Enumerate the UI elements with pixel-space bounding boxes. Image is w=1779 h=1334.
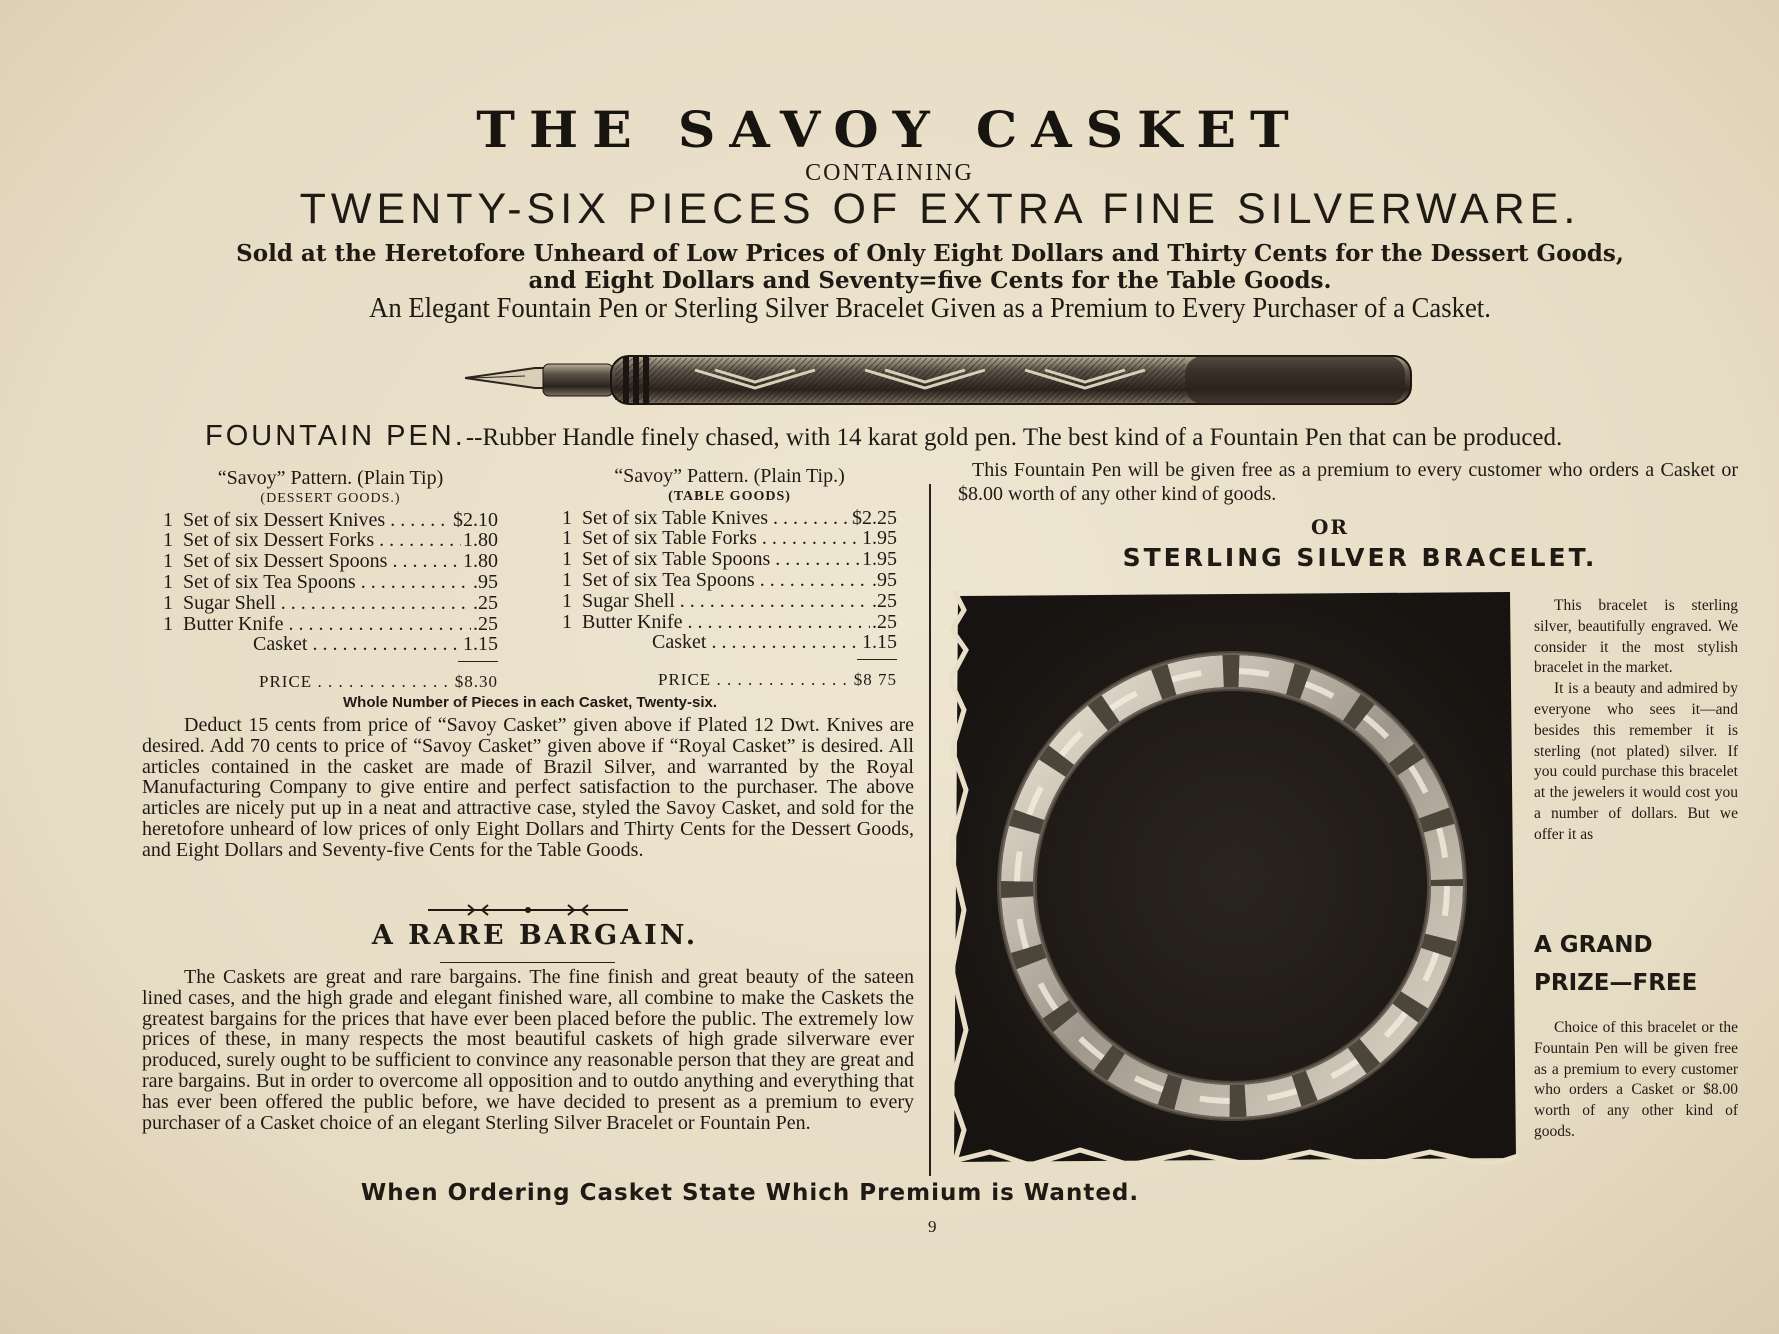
item-price: 1.15 — [463, 633, 498, 656]
bracelet-description — [1534, 596, 1738, 846]
heading-underline — [440, 962, 615, 963]
dessert-type: (DESSERT GOODS.) — [260, 490, 401, 506]
item-name: Casket . . . — [582, 632, 860, 653]
item-price: 1.80 — [463, 550, 498, 573]
dessert-price-label: PRICE . . . — [259, 672, 455, 693]
item-qty: 1 — [163, 612, 173, 635]
page-number: 9 — [928, 1217, 937, 1236]
table-type: (TABLE GOODS) — [668, 488, 791, 504]
fountain-pen-illustration — [465, 340, 1415, 410]
item-name: Set of six Table Knives . . . — [582, 508, 850, 529]
item-row — [163, 530, 498, 551]
sold-at-text — [200, 240, 1660, 294]
dessert-goods-list — [163, 468, 498, 693]
item-name: Set of six Dessert Forks . . . — [183, 530, 461, 551]
table-price-label: PRICE . . . — [658, 670, 854, 691]
price-rule — [857, 659, 897, 660]
item-row — [562, 549, 897, 570]
item-name: Butter Knife . . . — [582, 612, 870, 633]
pen-free-text: This Fountain Pen will be given free as a premium to every customer who orders a Casket or $8.00 worth of any other kind of goods. — [958, 459, 1738, 505]
order-footer: When Ordering Casket State Which Premium is Wanted. — [360, 1180, 1140, 1206]
item-price: .25 — [473, 591, 498, 614]
side-text-1: This bracelet is sterling silver, beautifully engraved. We consider it the most stylish bracelet in the market. — [1534, 597, 1738, 677]
item-row — [562, 591, 897, 612]
item-name: Casket . . . — [183, 634, 461, 655]
bracelet-illustration — [950, 590, 1518, 1165]
item-row — [163, 593, 498, 614]
item-row — [562, 570, 897, 591]
item-name: Set of six Dessert Knives . . . — [183, 510, 451, 531]
item-price: .25 — [473, 612, 498, 635]
sold-line-1: Sold at the Heretofore Unheard of Low Prices of Only Eight Dollars and Thirty Cents for the Dessert Goods, — [236, 240, 1624, 267]
dessert-price-total: $8.30 — [454, 672, 498, 692]
grand-prize-heading: A GRAND PRIZE—FREE — [1534, 932, 1698, 996]
table-price-total: $8 75 — [853, 670, 897, 690]
item-qty — [163, 634, 183, 655]
item-row — [163, 634, 498, 655]
item-qty: 1 — [163, 508, 173, 531]
item-price: .95 — [473, 570, 498, 593]
item-row — [163, 510, 498, 531]
fountain-pen-heading: FOUNTAIN PEN. — [205, 420, 466, 452]
item-price: .25 — [872, 589, 897, 612]
item-price: 1.80 — [463, 529, 498, 552]
item-name: Set of six Table Spoons . . . — [582, 549, 860, 570]
item-qty: 1 — [562, 527, 572, 550]
column-divider — [929, 484, 931, 1176]
item-row — [562, 632, 897, 653]
item-price: .25 — [872, 610, 897, 633]
side-text-2: It is a beauty and admired by everyone who sees it—and besides this remember it is sterling (not plated) silver. If you could purchase this bracelet at the jewelers it would cost you a number of dollars. But we offer it as — [1534, 680, 1738, 843]
item-qty: 1 — [163, 591, 173, 614]
sold-line-2: and Eight Dollars and Seventy=five Cents for the Table Goods. — [528, 267, 1332, 294]
containing-subtitle: CONTAINING — [805, 160, 974, 186]
rare-bargain-paragraph: The Caskets are great and rare bargains. The fine finish and great beauty of the sateen lined cases, and the high grade and elegant finished ware, all combine to make the Caskets the greatest bargains for the prices that have ever been placed before the public. The extremely low prices of these, in many respects the most beautiful caskets of high grade silverware ever produced, surely ought to be sufficient to convince any reasonable person that they are great and rare bargains. But in order to overcome all opposition and to outdo anything and everything that has ever been offered the public before, we have decided to present as a premium to every purchaser of a Casket choice of an elegant Sterling Silver Bracelet or Fountain Pen. — [142, 966, 914, 1134]
price-rule — [458, 661, 498, 662]
table-pattern: “Savoy” Pattern. (Plain Tip.) — [614, 465, 845, 487]
side-text-3: Choice of this bracelet or the Fountain Pen will be given free as a premium to every customer who orders a Casket or $8.00 worth of any other kind of goods. — [1534, 1019, 1738, 1140]
ornament-divider — [428, 904, 628, 916]
dessert-price-row — [163, 672, 498, 693]
page-title: THE SAVOY CASKET — [476, 101, 1303, 160]
item-name: Set of six Table Forks . . . — [582, 528, 860, 549]
or-label: OR — [1310, 515, 1350, 539]
item-row — [163, 572, 498, 593]
item-price: 1.95 — [862, 548, 897, 571]
item-price: 1.95 — [862, 527, 897, 550]
item-qty: 1 — [562, 589, 572, 612]
headline: TWENTY-SIX PIECES OF EXTRA FINE SILVERWARE. — [299, 185, 1581, 233]
premium-line: An Elegant Fountain Pen or Sterling Silver Bracelet Given as a Premium to Every Purchaser of a Casket. — [369, 292, 1491, 324]
fountain-pen-line — [205, 420, 1705, 453]
item-qty: 1 — [163, 550, 173, 573]
item-qty: 1 — [163, 529, 173, 552]
item-name: Set of six Tea Spoons . . . — [582, 570, 870, 591]
item-price: $2.25 — [852, 506, 897, 529]
item-qty: 1 — [562, 610, 572, 633]
fountain-pen-description: --Rubber Handle finely chased, with 14 karat gold pen. The best kind of a Fountain Pen that can be produced. — [465, 424, 1563, 451]
item-qty — [562, 632, 582, 653]
sterling-bracelet-heading: STERLING SILVER BRACELET. — [1122, 543, 1598, 572]
table-items — [562, 508, 897, 654]
item-name: Set of six Dessert Spoons . . . — [183, 551, 461, 572]
item-qty: 1 — [562, 548, 572, 571]
item-name: Sugar Shell . . . — [183, 593, 471, 614]
dessert-pattern: “Savoy” Pattern. (Plain Tip) — [217, 467, 444, 489]
item-price: .95 — [872, 568, 897, 591]
rare-bargain-heading: A RARE BARGAIN. — [371, 920, 699, 951]
item-row — [562, 528, 897, 549]
item-row — [562, 508, 897, 529]
item-price: $2.10 — [453, 508, 498, 531]
dessert-items — [163, 510, 498, 656]
item-row — [562, 612, 897, 633]
item-price: 1.15 — [862, 631, 897, 654]
item-row — [163, 551, 498, 572]
item-row — [163, 614, 498, 635]
item-name: Set of six Tea Spoons . . . — [183, 572, 471, 593]
table-goods-list — [562, 466, 897, 691]
table-price-row — [562, 670, 897, 691]
item-name: Butter Knife . . . — [183, 614, 471, 635]
deduct-paragraph: Deduct 15 cents from price of “Savoy Casket” given above if Plated 12 Dwt. Knives are desired. Add 70 cents to price of “Savoy Casket” given above if “Royal Casket” is desired. All articles contained in the casket are made of Brazil Silver, and warranted by the Royal Manufacturing Company to give entire and perfect satisfaction to the purchaser. The above articles are nicely put up in a neat and attractive case, styled the Savoy Casket, and sold for the heretofore unheard of low prices of only Eight Dollars and Thirty Cents for the Dessert Goods, and Eight Dollars and Seventy-five Cents for the Table Goods. — [142, 714, 914, 861]
item-qty: 1 — [163, 570, 173, 593]
item-qty: 1 — [562, 506, 572, 529]
item-qty: 1 — [562, 568, 572, 591]
item-name: Sugar Shell . . . — [582, 591, 870, 612]
whole-number-note: Whole Number of Pieces in each Casket, Twenty-six. — [343, 694, 717, 711]
